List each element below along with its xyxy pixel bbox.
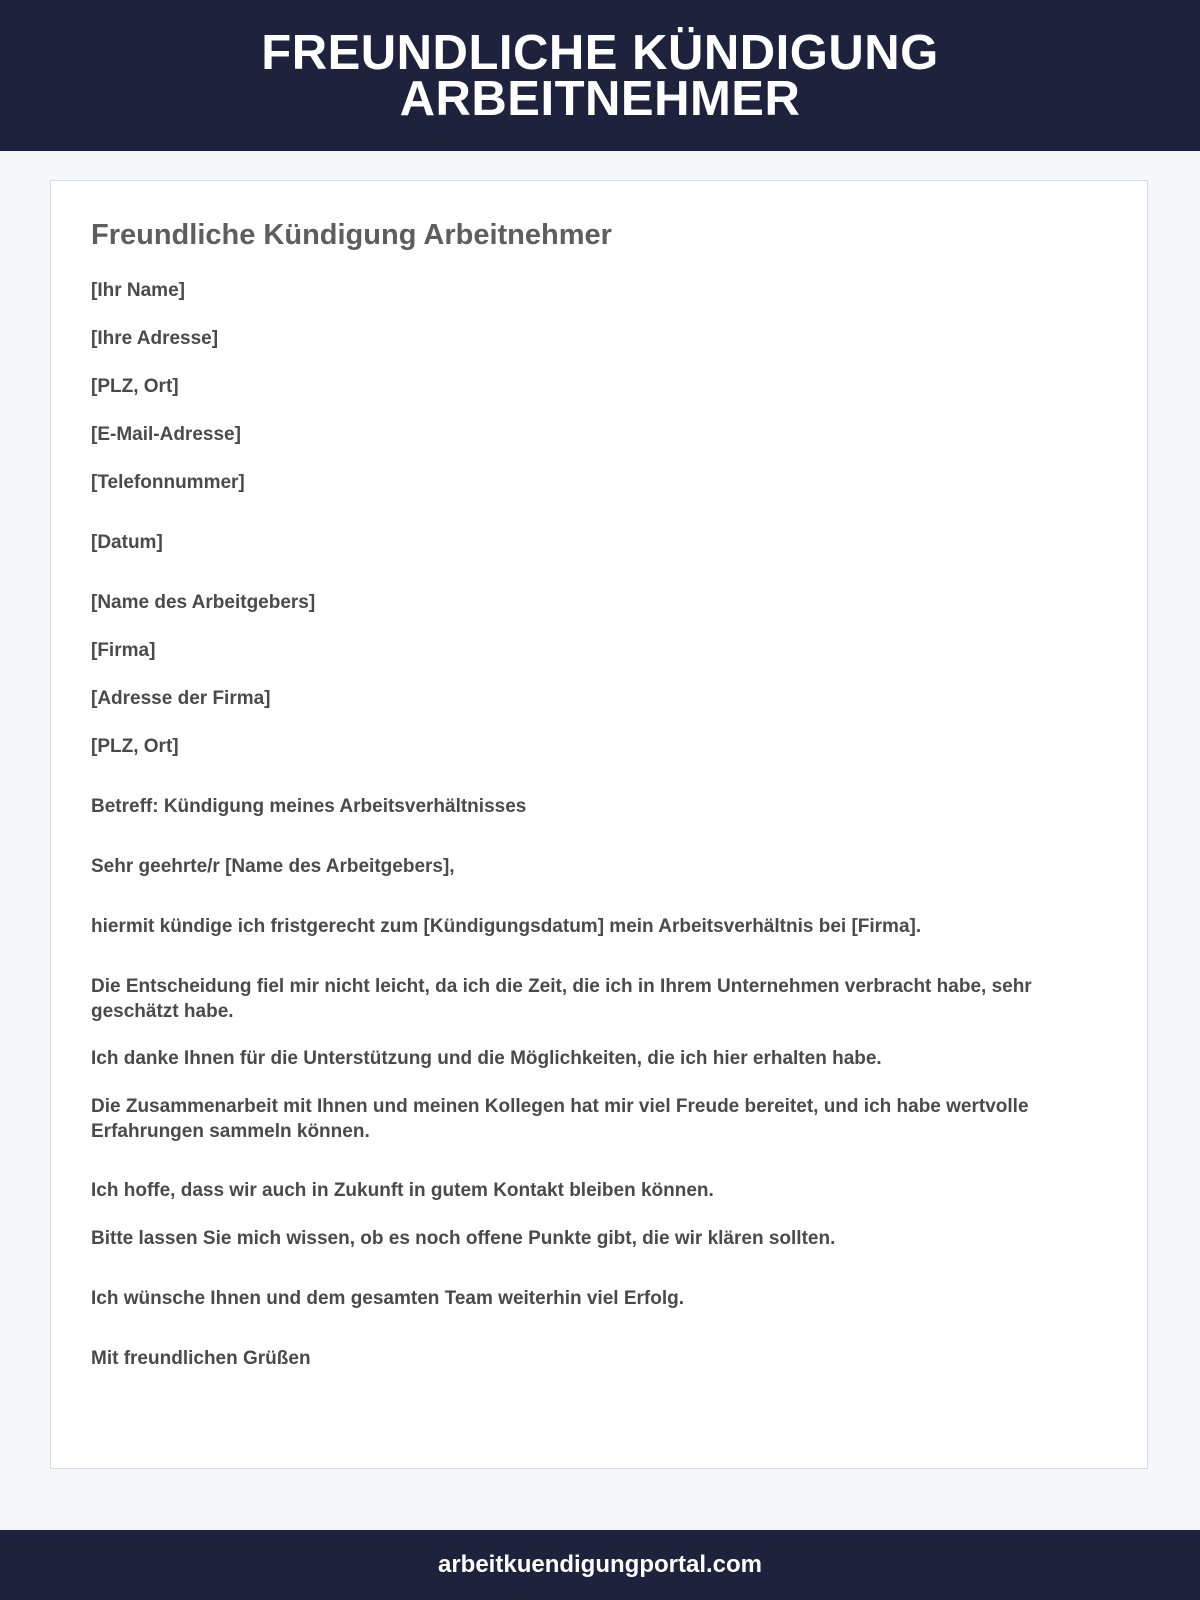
recipient-name: [Name des Arbeitgebers] [91,592,316,613]
page-header [0,0,1200,151]
sender-phone: [Telefonnummer] [91,472,245,493]
sender-address: [Ihre Adresse] [91,328,219,349]
letter-card [50,180,1148,1469]
sender-email: [E-Mail-Adresse] [91,424,241,445]
document-title: Freundliche Kündigung Arbeitnehmer [91,219,612,251]
letter-closing: Mit freundlichen Grüßen [91,1348,311,1369]
page-footer [0,1530,1200,1600]
recipient-address: [Adresse der Firma] [91,688,271,709]
paragraph: Die Entscheidung fiel mir nicht leicht, da ich die Zeit, die ich in Ihrem Unternehmen verbracht habe, sehr geschätzt habe. [91,976,1032,1022]
recipient-company: [Firma] [91,640,156,661]
paragraph: Ich wünsche Ihnen und dem gesamten Team weiterhin viel Erfolg. [91,1288,684,1309]
letter-salutation: Sehr geehrte/r [Name des Arbeitgebers], [91,856,455,877]
paragraph: Bitte lassen Sie mich wissen, ob es noch offene Punkte gibt, die wir klären sollten. [91,1228,836,1249]
paragraph: hiermit kündige ich fristgerecht zum [Kündigungsdatum] mein Arbeitsverhältnis bei [Firma]. [91,916,922,937]
paragraph: Ich hoffe, dass wir auch in Zukunft in gutem Kontakt bleiben können. [91,1180,714,1201]
letter-date: [Datum] [91,532,163,553]
sender-zip-city: [PLZ, Ort] [91,376,179,397]
paragraph: Die Zusammenarbeit mit Ihnen und meinen Kollegen hat mir viel Freude bereitet, und ich habe wertvolle Erfahrungen sammeln können. [91,1096,1029,1142]
sender-name: [Ihr Name] [91,280,185,301]
letter-subject: Betreff: Kündigung meines Arbeitsverhältnisses [91,796,527,817]
paragraph: Ich danke Ihnen für die Unterstützung und die Möglichkeiten, die ich hier erhalten habe. [91,1048,882,1069]
footer-site-link[interactable]: arbeitkuendigungportal.com [437,1551,763,1578]
recipient-zip-city: [PLZ, Ort] [91,736,179,757]
page-title: FREUNDLICHE KÜNDIGUNG ARBEITNEHMER [261,25,939,126]
